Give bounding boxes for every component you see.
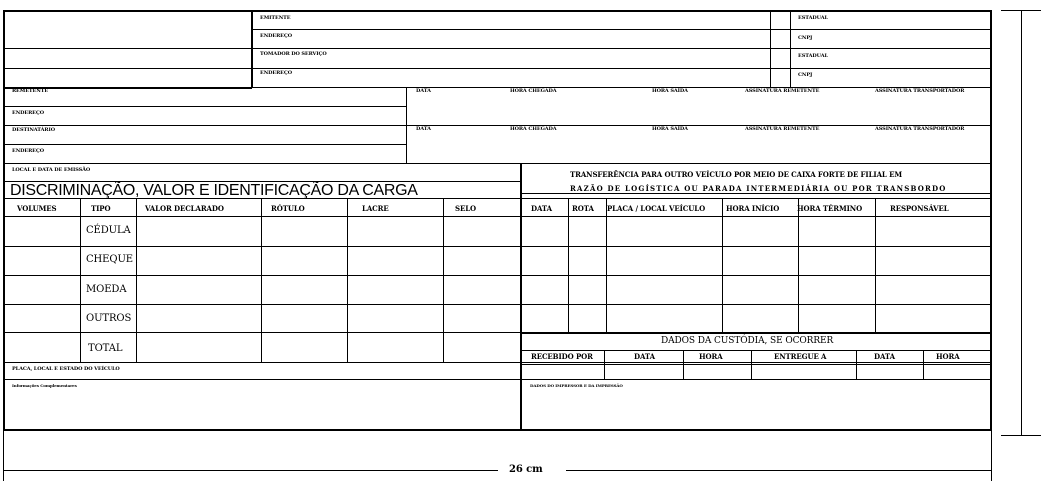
endereco-label: ENDEREÇO <box>12 110 45 116</box>
divider <box>798 198 799 333</box>
col-data: DATA <box>634 352 655 361</box>
divider <box>3 362 992 363</box>
type-cheque: CHEQUE <box>86 254 133 265</box>
hora-saida-label: HORA SAÍDA <box>652 88 688 94</box>
divider <box>604 350 605 380</box>
transfer-line1: TRANSFERÊNCIA PARA OUTRO VEÍCULO POR MEIO DE CAIXA FORTE DE FILIAL EM <box>570 170 902 179</box>
col-hora-termino: HORA TÉRMINO <box>797 204 863 213</box>
hora-chegada-label: HORA CHEGADA <box>510 126 557 132</box>
divider <box>347 198 348 363</box>
divider <box>261 198 262 363</box>
divider <box>251 48 992 49</box>
divider <box>3 216 992 217</box>
assinatura-remetente-label: ASSINATURA REMETENTE <box>745 126 820 132</box>
dimension-line <box>566 470 991 471</box>
divider <box>80 198 81 363</box>
divider <box>3 87 992 88</box>
col-rotulo: RÓTULO <box>271 204 305 213</box>
custody-title: DADOS DA CUSTÓDIA, SE OCORRER <box>661 336 834 346</box>
assinatura-transportador-label: ASSINATURA TRANSPORTADOR <box>875 88 965 94</box>
emitente-label: EMITENTE <box>260 15 291 21</box>
divider <box>251 29 992 30</box>
divider <box>3 163 992 164</box>
divider <box>136 198 137 363</box>
col-selo: SELO <box>455 204 477 213</box>
divider <box>722 198 723 333</box>
divider <box>520 364 992 365</box>
form-frame <box>3 10 992 431</box>
divider <box>520 350 992 351</box>
tomador-label: TOMADOR DO SERVIÇO <box>260 51 327 57</box>
col-hora: HORA <box>699 352 723 361</box>
col-tipo: TIPO <box>91 204 111 213</box>
divider <box>3 246 992 247</box>
divider <box>251 68 992 69</box>
assinatura-transportador-label: ASSINATURA TRANSPORTADOR <box>875 126 965 132</box>
endereco-label: ENDEREÇO <box>260 70 293 76</box>
divider <box>443 198 444 363</box>
estadual-label: ESTADUAL <box>798 53 828 59</box>
endereco-label: ENDEREÇO <box>260 33 293 39</box>
divider <box>568 198 569 333</box>
col-data: DATA <box>874 352 895 361</box>
divider <box>3 144 407 145</box>
hora-saida-label: HORA SAÍDA <box>652 126 688 132</box>
col-hora-inicio: HORA INÍCIO <box>726 204 780 213</box>
remetente-label: REMETENTE <box>12 88 49 94</box>
col-responsavel: RESPONSÁVEL <box>890 204 949 213</box>
col-volumes: VOLUMES <box>17 204 57 213</box>
col-hora: HORA <box>936 352 960 361</box>
divider <box>923 350 924 380</box>
divider <box>3 48 252 49</box>
divider <box>3 379 992 380</box>
divider <box>790 10 791 88</box>
divider <box>3 106 407 107</box>
destinatario-label: DESTINATÁRIO <box>12 127 55 133</box>
col-data: DATA <box>531 204 552 213</box>
data-label: DATA <box>416 88 431 94</box>
type-cedula: CÉDULA <box>86 225 131 236</box>
divider <box>751 350 752 380</box>
col-valor: VALOR DECLARADO <box>145 204 224 213</box>
col-recebido: RECEBIDO POR <box>531 352 593 361</box>
divider <box>3 68 252 69</box>
divider <box>3 275 992 276</box>
info-label: Informações Complementares <box>12 383 77 388</box>
transfer-line2: RAZÃO DE LOGÍSTICA OU PARADA INTERMEDIÁRIA OU POR TRANSBORDO <box>570 184 947 193</box>
dimension-tick <box>3 431 4 481</box>
divider <box>520 193 992 194</box>
divider <box>683 350 684 380</box>
divider <box>406 87 407 164</box>
divider <box>856 350 857 380</box>
divider <box>3 125 992 126</box>
data-label: DATA <box>416 126 431 132</box>
cnpj-label: CNPJ <box>798 72 813 78</box>
col-placa: PLACA / LOCAL VEÍCULO <box>607 204 706 213</box>
divider <box>520 332 992 334</box>
dimension-line <box>3 470 498 471</box>
col-rota: ROTA <box>572 204 594 213</box>
cargo-title: DISCRIMINAÇÃO, VALOR E IDENTIFICAÇÃO DA CARGA <box>10 182 418 199</box>
divider <box>251 10 253 88</box>
divider <box>520 163 522 431</box>
dimension-line <box>1021 10 1022 436</box>
local-data-label: LOCAL E DATA DE EMISSÃO <box>12 167 91 173</box>
dimension-tick <box>991 431 992 481</box>
type-total: TOTAL <box>88 343 123 354</box>
assinatura-remetente-label: ASSINATURA REMETENTE <box>745 88 820 94</box>
divider <box>875 198 876 333</box>
col-entregue: ENTREGUE A <box>774 352 827 361</box>
divider <box>606 198 607 333</box>
width-label: 26 cm <box>509 464 543 475</box>
placa-label: PLACA, LOCAL E ESTADO DO VEÍCULO <box>12 366 120 372</box>
divider <box>3 304 992 305</box>
type-outros: OUTROS <box>86 313 132 324</box>
endereco-label: ENDEREÇO <box>12 148 45 154</box>
impressor-label: DADOS DO IMPRESSOR E DA IMPRESSÃO <box>530 383 623 388</box>
col-lacre: LACRE <box>362 204 389 213</box>
type-moeda: MOEDA <box>86 284 127 295</box>
divider <box>770 10 771 88</box>
hora-chegada-label: HORA CHEGADA <box>510 88 557 94</box>
cnpj-label: CNPJ <box>798 35 813 41</box>
estadual-label: ESTADUAL <box>798 15 828 21</box>
